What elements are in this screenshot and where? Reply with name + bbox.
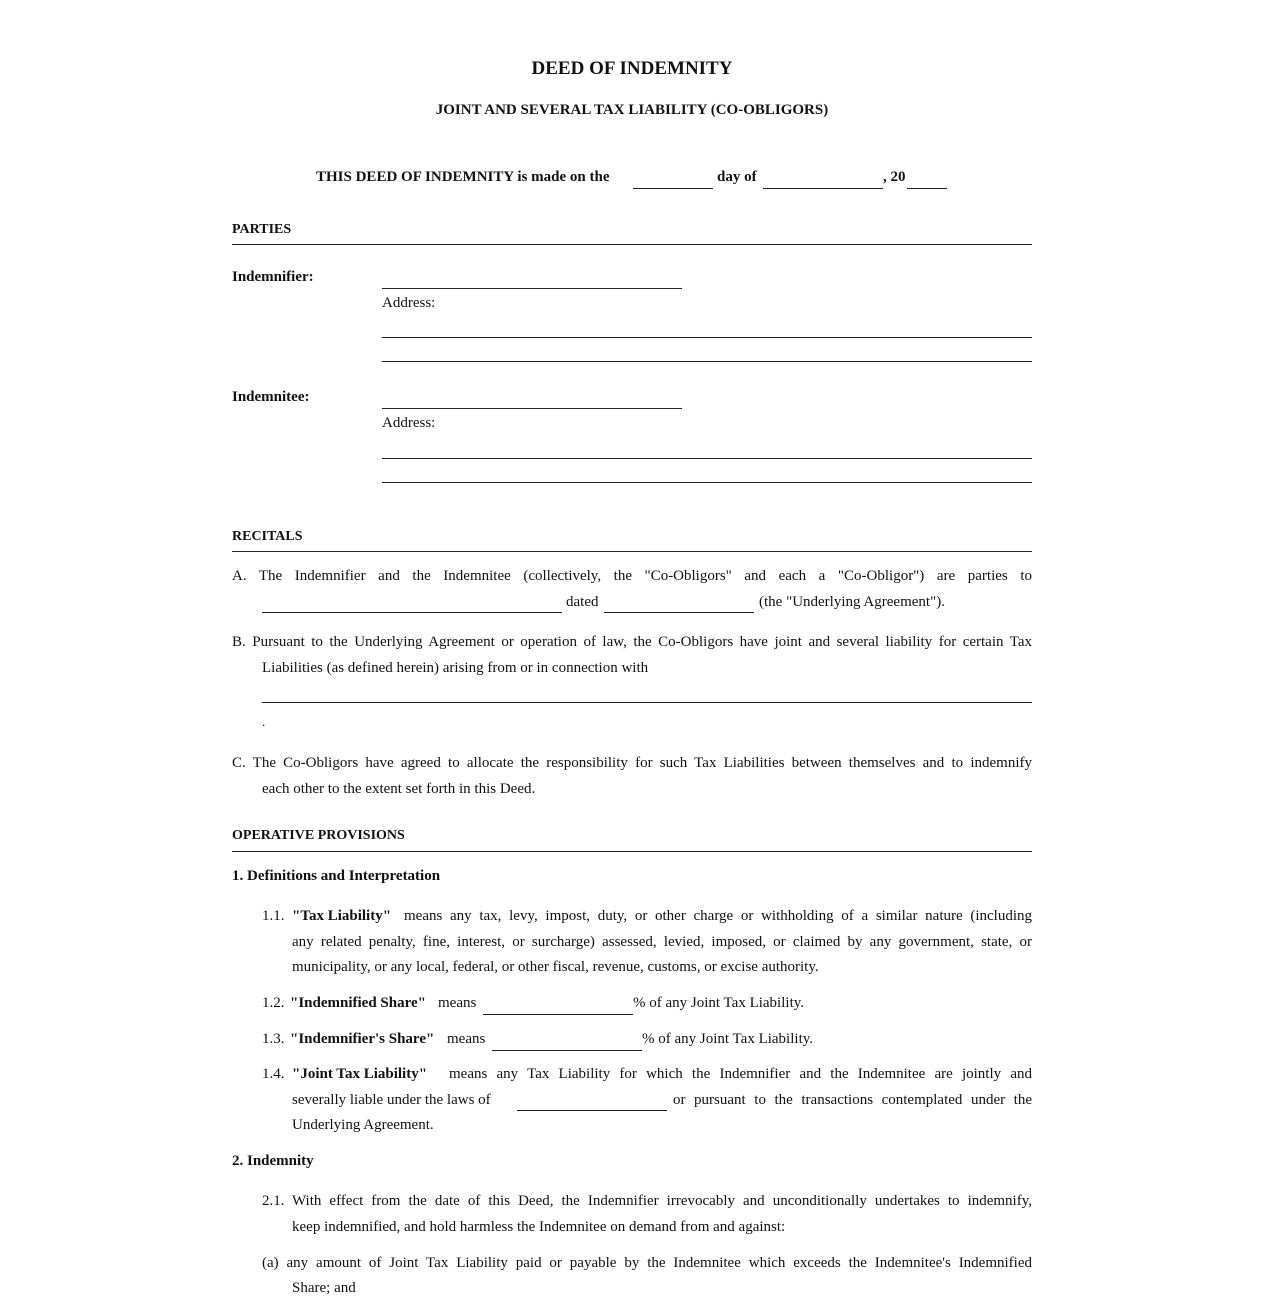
- clause-1-3-tail: % of any Joint Tax Liability.: [642, 1031, 814, 1047]
- clause-1-4-laws-blank[interactable]: [517, 1110, 667, 1111]
- indemnifier-address-label: Address:: [382, 295, 436, 311]
- clause-a-line-1: (a) any amount of Joint Tax Liability paid or payable by the Indemnitee which exceeds the Indemnitee's Indemnified: [262, 1255, 1032, 1271]
- parties-rule: [232, 244, 1032, 245]
- clause-a-line-2: Share; and: [292, 1280, 356, 1296]
- clause-1-4-term: "Joint Tax Liability": [292, 1066, 428, 1082]
- indemnifier-name-blank[interactable]: [382, 288, 682, 289]
- clause-1-2-means: means: [438, 995, 477, 1011]
- recital-a-dated: dated: [566, 594, 599, 610]
- recital-a-line-1: A. The Indemnifier and the Indemnitee (collectively, the "Co-Obligors" and each a "Co-Obligor") are parties to: [232, 568, 1032, 584]
- indemnitee-address-line-2[interactable]: [382, 482, 1032, 483]
- indemnifier-label: Indemnifier:: [232, 269, 314, 285]
- document-title: DEED OF INDEMNITY: [531, 58, 733, 79]
- clause-1-4-line-2a: severally liable under the laws of: [292, 1092, 491, 1108]
- document-subtitle: JOINT AND SEVERAL TAX LIABILITY (CO-OBLIGORS): [435, 102, 829, 118]
- clause-1-1-term: "Tax Liability": [292, 908, 392, 924]
- clause-1-3-percent-blank[interactable]: [492, 1050, 642, 1051]
- clause-2-1-line-1: With effect from the date of this Deed, the Indemnifier irrevocably and unconditionally undertakes to indemnify,: [292, 1193, 1032, 1209]
- clause-1-1-number: 1.1.: [262, 908, 285, 924]
- recitals-rule: [232, 551, 1032, 552]
- recital-a-date-blank[interactable]: [604, 612, 754, 613]
- year-prefix: , 20: [883, 169, 906, 185]
- recital-c-line-2: each other to the extent set forth in this Deed.: [262, 781, 536, 797]
- clause-1-2-term: "Indemnified Share": [290, 995, 426, 1011]
- clause-1-4-number: 1.4.: [262, 1066, 285, 1082]
- year-blank[interactable]: [907, 188, 947, 189]
- recital-b-line-2: Liabilities (as defined herein) arising from or in connection with: [262, 660, 649, 676]
- indemnitee-label: Indemnitee:: [232, 389, 310, 405]
- month-blank[interactable]: [763, 188, 883, 189]
- recital-c-line-1: C. The Co-Obligors have agreed to allocate the responsibility for such Tax Liabilities between themselves and to indemnify: [232, 755, 1032, 771]
- clause-2-1-line-2: keep indemnified, and hold harmless the Indemnitee on demand from and against:: [292, 1219, 786, 1235]
- day-blank[interactable]: [633, 188, 713, 189]
- section-1-title: 1. Definitions and Interpretation: [232, 868, 441, 884]
- clause-1-3-means: means: [447, 1031, 486, 1047]
- indemnitee-name-blank[interactable]: [382, 408, 682, 409]
- clause-1-2-number: 1.2.: [262, 995, 285, 1011]
- clause-1-1-line-3: municipality, or any local, federal, or other fiscal, revenue, customs, or excise authority.: [292, 959, 819, 975]
- recital-b-blank[interactable]: [262, 702, 1032, 703]
- recital-b-line-1: B. Pursuant to the Underlying Agreement or operation of law, the Co-Obligors have joint and several liability for certain Tax: [232, 634, 1032, 650]
- day-of-label: day of: [717, 169, 757, 185]
- indemnifier-address-line-1[interactable]: [382, 337, 1032, 338]
- clause-1-4-line-2b: or pursuant to the transactions contemplated under the: [673, 1092, 1032, 1108]
- recitals-heading: RECITALS: [232, 529, 303, 544]
- clause-1-1-line-1: means any tax, levy, impost, duty, or other charge or withholding of a similar nature (including: [404, 908, 1032, 924]
- clause-1-3-number: 1.3.: [262, 1031, 285, 1047]
- clause-2-1-number: 2.1.: [262, 1193, 285, 1209]
- clause-1-4-line-1: means any Tax Liability for which the Indemnifier and the Indemnitee are jointly and: [449, 1066, 1032, 1082]
- operative-heading: OPERATIVE PROVISIONS: [232, 828, 405, 843]
- clause-1-2-percent-blank[interactable]: [483, 1014, 633, 1015]
- indemnitee-address-label: Address:: [382, 415, 436, 431]
- made-on-prefix: THIS DEED OF INDEMNITY is made on the: [316, 169, 610, 185]
- section-2-title: 2. Indemnity: [232, 1153, 314, 1169]
- recital-a-tail: (the "Underlying Agreement").: [759, 594, 945, 610]
- clause-1-1-line-2: any related penalty, fine, interest, or surcharge) assessed, levied, imposed, or claimed by any government, state, or: [292, 934, 1032, 950]
- clause-1-4-line-3: Underlying Agreement.: [292, 1117, 434, 1133]
- indemnitee-address-line-1[interactable]: [382, 458, 1032, 459]
- operative-rule: [232, 851, 1032, 852]
- clause-1-2-tail: % of any Joint Tax Liability.: [633, 995, 805, 1011]
- clause-1-3-term: "Indemnifier's Share": [290, 1031, 435, 1047]
- recital-a-agreement-blank[interactable]: [262, 612, 562, 613]
- recital-b-end: .: [262, 714, 266, 729]
- indemnifier-address-line-2[interactable]: [382, 361, 1032, 362]
- parties-heading: PARTIES: [232, 222, 292, 237]
